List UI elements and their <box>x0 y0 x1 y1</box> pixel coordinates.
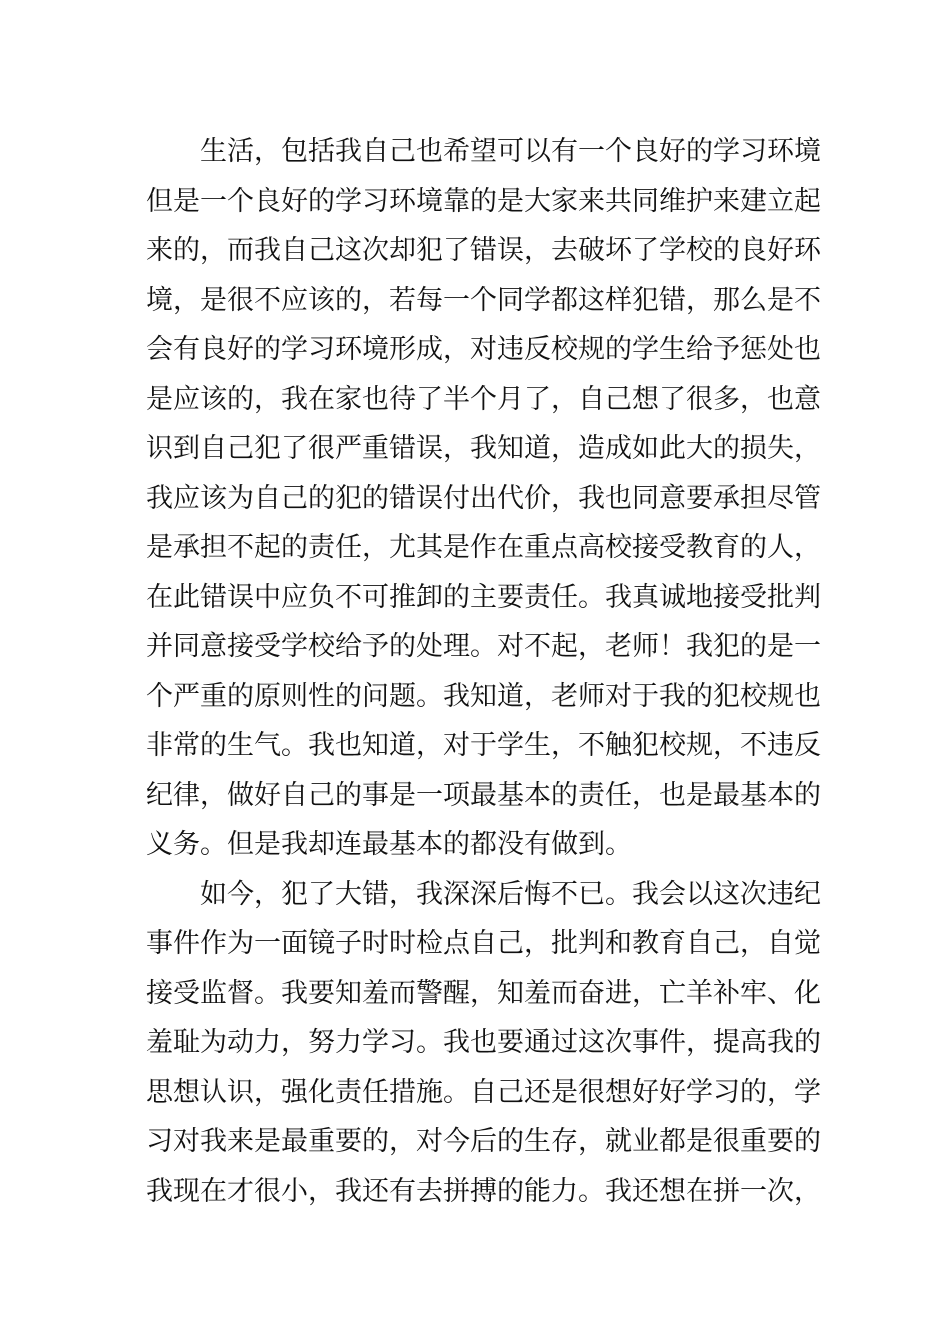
text-line: 是应该的，我在家也待了半个月了，自己想了很多，也意 <box>146 383 821 415</box>
text-line: 习对我来是最重要的，对今后的生存，就业都是很重要的 <box>146 1126 821 1157</box>
text-line: 识到自己犯了很严重错误，我知道，造成如此大的损失， <box>146 433 821 464</box>
text-line: 如今，犯了大错，我深深后悔不已。我会以这次违纪 <box>200 878 821 910</box>
body-text <box>146 127 821 1216</box>
text-line: 境，是很不应该的，若每一个同学都这样犯错，那么是不 <box>146 284 821 316</box>
text-line: 生活，包括我自己也希望可以有一个良好的学习环境 <box>200 136 821 167</box>
text-line: 但是一个良好的学习环境靠的是大家来共同维护来建立起 <box>146 185 821 217</box>
text-line: 会有良好的学习环境形成，对违反校规的学生给予惩处也 <box>146 334 821 365</box>
text-line: 接受监督。我要知羞而警醒，知羞而奋进，亡羊补牢、化 <box>146 977 821 1009</box>
text-line: 羞耻为动力，努力学习。我也要通过这次事件，提高我的 <box>146 1027 821 1058</box>
text-line: 我应该为自己的犯的错误付出代价，我也同意要承担尽管 <box>146 482 821 514</box>
text-line: 思想认识，强化责任措施。自己还是很想好好学习的，学 <box>146 1076 821 1108</box>
text-line: 在此错误中应负不可推卸的主要责任。我真诚地接受批判 <box>146 581 821 613</box>
text-line: 非常的生气。我也知道，对于学生，不触犯校规，不违反 <box>146 730 821 761</box>
text-line: 是承担不起的责任，尤其是作在重点高校接受教育的人， <box>146 532 821 563</box>
text-line: 纪律，做好自己的事是一项最基本的责任，也是最基本的 <box>146 779 821 811</box>
text-line: 个严重的原则性的问题。我知道，老师对于我的犯校规也 <box>146 680 821 712</box>
text-line: 我现在才很小，我还有去拼搏的能力。我还想在拼一次， <box>146 1175 821 1207</box>
text-line: 义务。但是我却连最基本的都没有做到。 <box>146 829 632 860</box>
text-line: 事件作为一面镜子时时检点自己，批判和教育自己，自觉 <box>146 928 821 959</box>
text-line: 并同意接受学校给予的处理。对不起，老师！我犯的是一 <box>146 631 821 662</box>
text-line: 来的，而我自己这次却犯了错误，去破坏了学校的良好环 <box>146 235 821 266</box>
